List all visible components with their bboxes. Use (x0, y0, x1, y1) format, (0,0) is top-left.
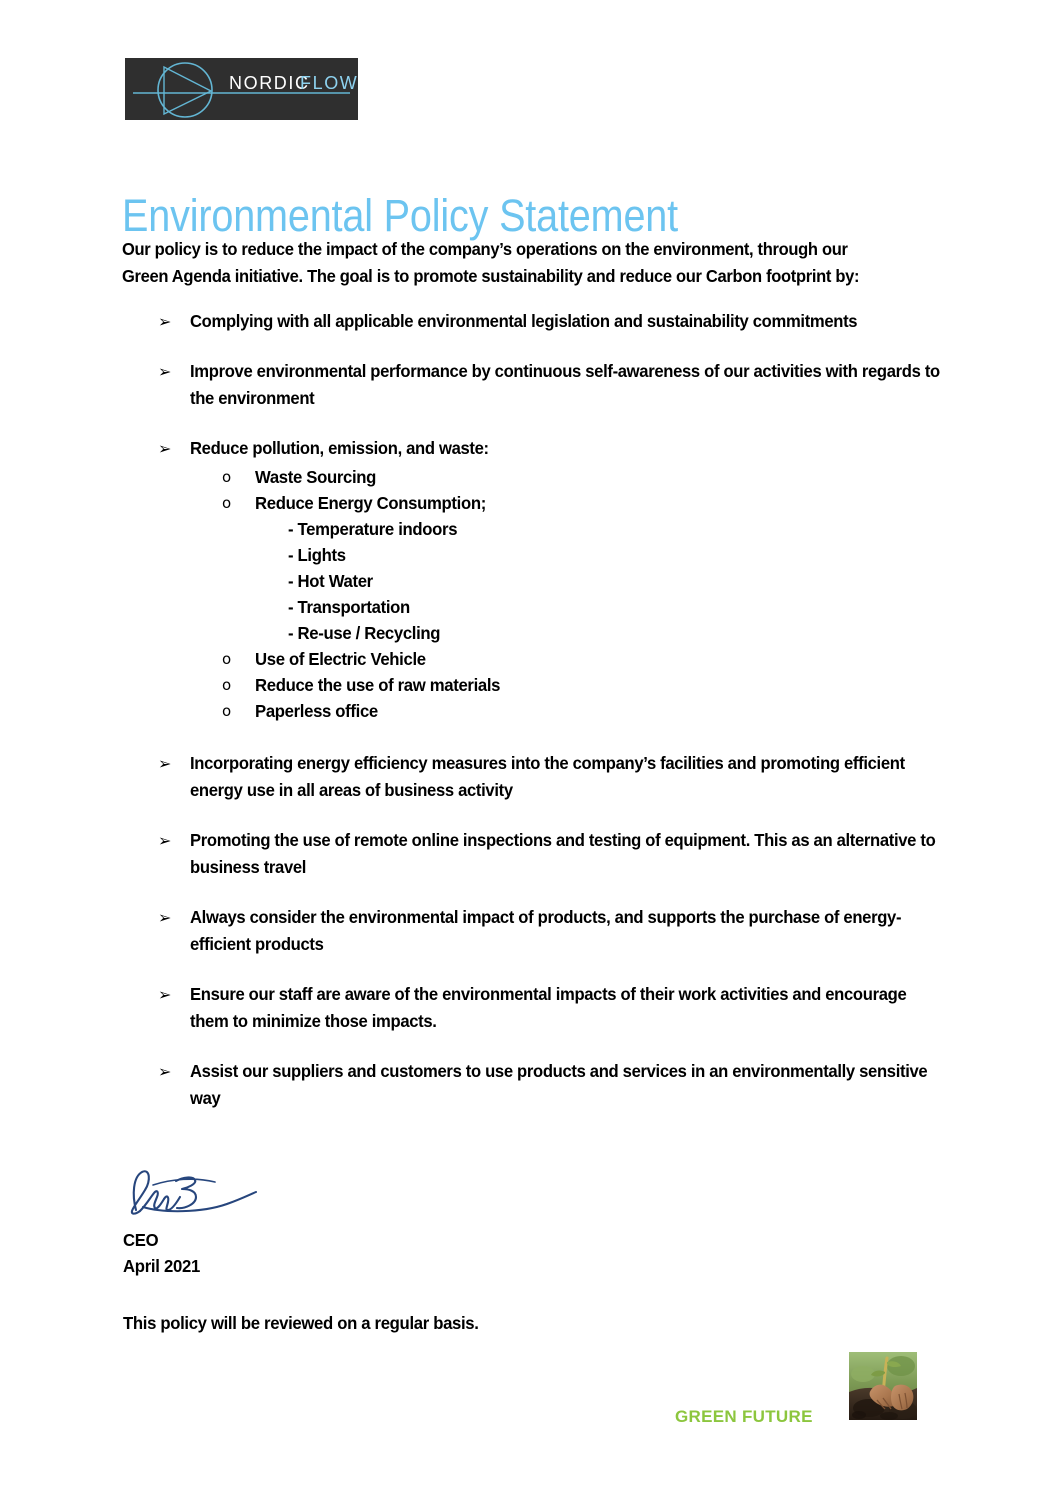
sub-list-item (190, 490, 942, 646)
sub-bullet-list (190, 464, 942, 724)
list-item-text: Reduce pollution, emission, and waste: (190, 438, 489, 458)
list-item-text: Always consider the environmental impact of products, and supports the purchase of energy-efficient products (190, 907, 902, 954)
sub-list-item-text: Waste Sourcing (255, 467, 377, 487)
arrow-bullet-icon: ➢ (158, 908, 172, 927)
sub-list-item-text: Reduce the use of raw materials (255, 675, 501, 695)
sub-list-item-text: Use of Electric Vehicle (255, 649, 426, 669)
sub-list-item (190, 646, 942, 672)
circle-bullet-icon: o (222, 494, 231, 512)
list-item (122, 904, 942, 958)
sub-list-item-text: Paperless office (255, 701, 378, 721)
dash-list-item (288, 516, 942, 542)
list-item-text: Improve environmental performance by continuous self-awareness of our activities with regards to the environment (190, 361, 940, 408)
list-item-text: Ensure our staff are aware of the environmental impacts of their work activities and encourage them to minimize those impacts. (190, 984, 907, 1031)
dash-list-item-text: - Re-use / Recycling (288, 623, 441, 643)
signature-icon (123, 1155, 268, 1227)
page-title: Environmental Policy Statement (122, 190, 678, 242)
circle-bullet-icon: o (222, 650, 231, 668)
list-item (122, 435, 942, 724)
signature-date: April 2021 (123, 1256, 201, 1276)
list-item-text: Promoting the use of remote online inspections and testing of equipment. This as an alternative to business travel (190, 830, 936, 877)
list-item (122, 750, 942, 804)
dash-list-item (288, 620, 942, 646)
sub-list-item (190, 464, 942, 490)
arrow-bullet-icon: ➢ (158, 1062, 172, 1081)
list-item-text: Incorporating energy efficiency measures into the company’s facilities and promoting efficient energy use in all areas of business activity (190, 753, 905, 800)
seedling-photo-graphic (849, 1352, 917, 1420)
list-item (122, 1058, 942, 1112)
logo-brand-primary: NORDIC (229, 73, 310, 93)
list-item (122, 308, 942, 335)
dash-list-item-text: - Hot Water (288, 571, 373, 591)
dash-list-item-text: - Transportation (288, 597, 410, 617)
list-item (122, 981, 942, 1035)
arrow-bullet-icon: ➢ (158, 985, 172, 1004)
policy-bullet-list (122, 308, 942, 1112)
planting-seedling-photo (849, 1352, 917, 1420)
green-future-tagline: GREEN FUTURE (675, 1407, 813, 1426)
arrow-bullet-icon: ➢ (158, 754, 172, 773)
policy-body (122, 236, 942, 1112)
list-item-text: Complying with all applicable environmental legislation and sustainability commitments (190, 311, 858, 331)
logo-brand-secondary: FLOW (300, 73, 358, 93)
company-logo (125, 58, 358, 120)
arrow-bullet-icon: ➢ (158, 831, 172, 850)
list-item (122, 358, 942, 412)
dash-list-item-text: - Temperature indoors (288, 519, 458, 539)
signature-block (123, 1155, 423, 1279)
arrow-bullet-icon: ➢ (158, 312, 172, 331)
signatory-role: CEO (123, 1230, 159, 1250)
dash-list-item (288, 594, 942, 620)
list-item (122, 827, 942, 881)
logo-graphic (125, 58, 358, 120)
intro-paragraph: Our policy is to reduce the impact of the company’s operations on the environment, through our Green Agenda initiative. The goal is to promote sustainability and reduce our Carbon footprint by: (122, 239, 860, 286)
circle-bullet-icon: o (222, 702, 231, 720)
arrow-bullet-icon: ➢ (158, 362, 172, 381)
arrow-bullet-icon: ➢ (158, 439, 172, 458)
sub-list-item (190, 672, 942, 698)
sub-list-item (190, 698, 942, 724)
sub-list-item-text: Reduce Energy Consumption; (255, 493, 486, 513)
list-item-text: Assist our suppliers and customers to use products and services in an environmentally sensitive way (190, 1061, 928, 1108)
dash-list (255, 516, 942, 646)
dash-list-item (288, 542, 942, 568)
dash-list-item-text: - Lights (288, 545, 346, 565)
dash-list-item (288, 568, 942, 594)
circle-bullet-icon: o (222, 468, 231, 486)
circle-bullet-icon: o (222, 676, 231, 694)
review-note: This policy will be reviewed on a regular basis. (123, 1313, 479, 1333)
